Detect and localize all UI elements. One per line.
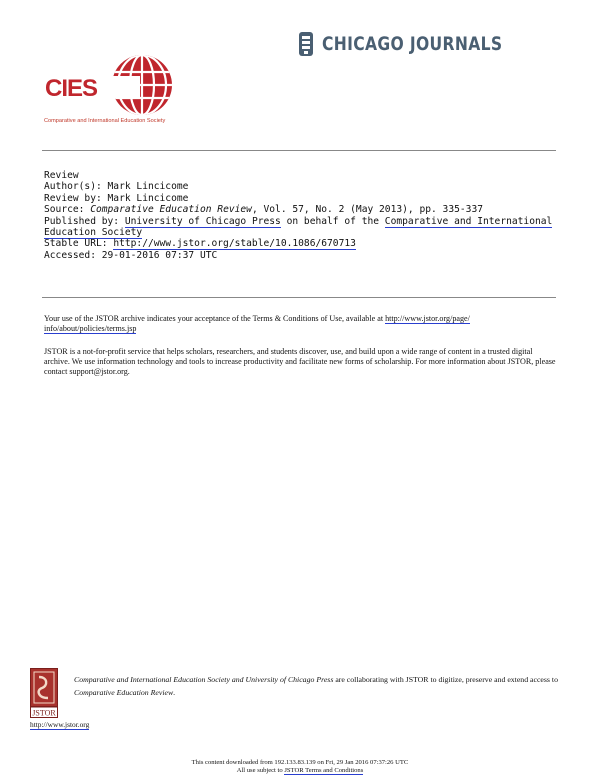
stable-prefix: Stable URL:	[44, 238, 114, 250]
download-footer	[0, 759, 600, 776]
citation-accessed: Accessed: 29-01-2016 07:37 UTC	[44, 249, 218, 261]
terms-link[interactable]: http://www.jstor.org/page/	[385, 314, 470, 323]
citation-reviewer: Review by: Mark Lincicome	[44, 192, 189, 204]
svg-text:CIES: CIES	[45, 75, 98, 102]
footer-terms-line	[0, 767, 600, 775]
collab-middle: are collaborating with JSTOR to digitize, preserve and extend access to	[333, 675, 558, 684]
collab-society: Comparative and International Education Society	[74, 675, 230, 684]
citation-author: Author(s): Mark Lincicome	[44, 181, 189, 193]
society-link-cont[interactable]: Education Society	[44, 227, 143, 239]
citation-publisher	[44, 216, 564, 227]
citation-title: Review	[44, 170, 79, 181]
published-middle: on behalf of the	[280, 215, 385, 227]
publisher-link[interactable]: University of Chicago Press	[124, 215, 281, 227]
collaboration-statement	[74, 673, 564, 699]
source-prefix: Source:	[44, 204, 91, 216]
middle-divider	[42, 297, 556, 298]
citation-source	[44, 204, 564, 215]
collab-press: University of Chicago Press	[245, 675, 334, 684]
terms-paragraph	[44, 314, 559, 334]
source-journal: Comparative Education Review	[90, 204, 252, 216]
citation-block	[44, 170, 564, 261]
stable-url-link[interactable]: http://www.jstor.org/stable/10.1086/670713	[113, 238, 356, 250]
source-suffix: , Vol. 57, No. 2 (May 2013), pp. 335-337	[251, 204, 483, 216]
society-link[interactable]: Comparative and International	[384, 215, 553, 227]
citation-stable	[44, 238, 564, 249]
about-paragraph: JSTOR is a not-for-profit service that helps scholars, researchers, and students discover, use, and build upon a wide range of content in a trusted digital archive. We use information technology and tools to increase productivity and facilitate new forms of scholarship. For more information about JSTOR, please contact support@jstor.org.	[44, 347, 556, 376]
footer-download-line: This content downloaded from 192.133.83.139 on Fri, 29 Jan 2016 07:37:26 UTC	[191, 759, 409, 766]
published-prefix: Published by:	[44, 215, 125, 227]
collab-journal: Comparative Education Review	[74, 688, 174, 697]
footer-terms-link[interactable]: JSTOR Terms and Conditions	[284, 767, 364, 775]
collab-and: and	[229, 675, 246, 684]
footer-prefix: All use subject to	[236, 767, 285, 775]
terms-text: Your use of the JSTOR archive indicates your acceptance of the Terms & Conditions of Use, available at	[44, 314, 386, 323]
cies-caption: Comparative and International Education Society	[44, 118, 166, 124]
collab-end: .	[173, 688, 176, 697]
terms-link-cont[interactable]: info/about/policies/terms.jsp	[44, 324, 137, 333]
jstor-home-link[interactable]: http://www.jstor.org	[30, 720, 90, 729]
chicago-journals-emblem-icon	[297, 30, 315, 58]
jstor-logo-text: JSTOR	[32, 708, 56, 718]
chicago-journals-wordmark: CHICAGO JOURNALS	[322, 33, 503, 55]
top-divider	[42, 150, 556, 151]
citation-society-cont	[44, 227, 564, 238]
jstor-logo	[30, 668, 58, 718]
